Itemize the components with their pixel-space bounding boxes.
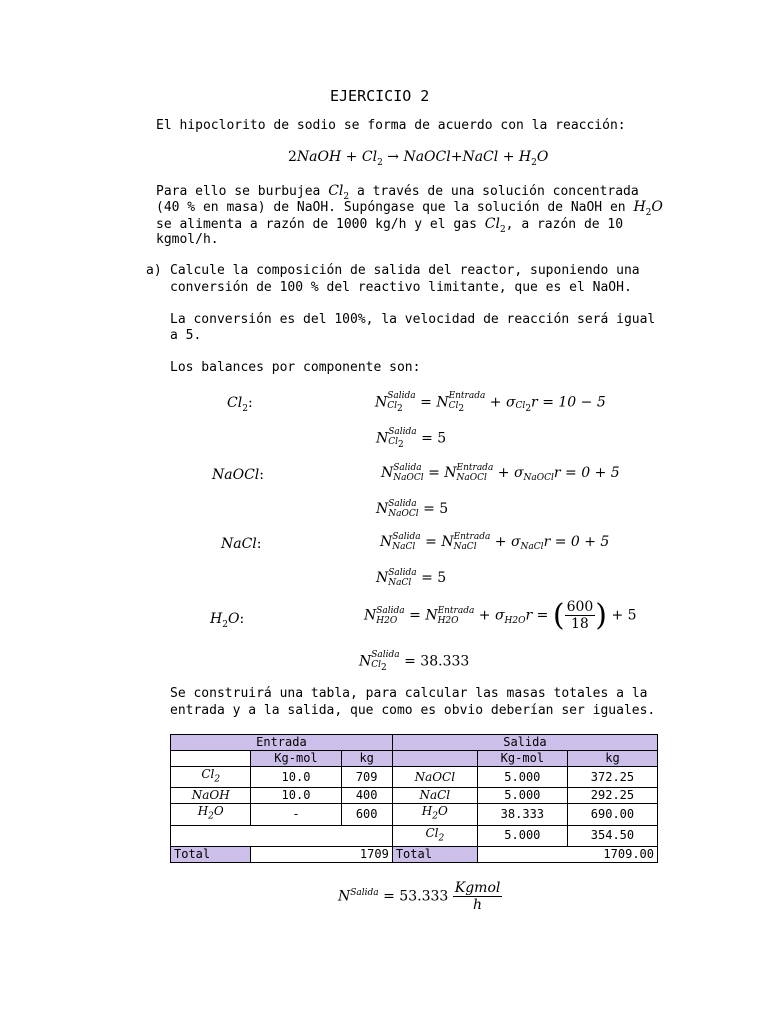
- conversion-line-2: a 5.: [170, 328, 202, 343]
- cl2-balance-equation: N Salida $Cl_2$ = N Entrada $Cl_2$ + σ $Cl_2$ r = 10 − 5: [375, 391, 606, 414]
- nacl-result: N Salida NaCl = 5: [376, 568, 447, 588]
- item-a-marker: a): [146, 263, 162, 278]
- final-equation: $N^{Salida} = 53.333$ $\frac{\text{Kgmol}}{h}$: [338, 880, 501, 913]
- salida-kg: 372.25: [567, 767, 657, 788]
- salida-header: Salida: [392, 735, 657, 751]
- salida-total-label: Total: [392, 847, 477, 863]
- entrada-species-header: [171, 751, 251, 767]
- entrada-kgmol-header: Kg-mol: [251, 751, 341, 767]
- salida-kg: 690.00: [567, 804, 657, 825]
- table-intro-line-2: entrada y a la salida, que como es obvio deberían ser iguales.: [170, 703, 656, 718]
- salida-kg: 292.25: [567, 788, 657, 804]
- nacl-label: NaCl:: [221, 536, 262, 552]
- h2o-balance-equation: N Salida H2O = N Entrada H2O + σ H2O r = ( $\frac{600}{18}$ ) + 5: [364, 598, 637, 633]
- intro-text: El hipoclorito de sodio se forma de acuerdo con la reacción:: [156, 118, 626, 133]
- reaction-equation: 2NaOH + $Cl_2$ → NaOCl+NaCl + $H_2O$: [288, 149, 549, 168]
- paragraph-line-4: kgmol/h.: [156, 232, 219, 247]
- h2o-label: $H_2O$:: [210, 611, 245, 630]
- h2o-result: N Salida $Cl_2$ = 38.333: [359, 650, 470, 673]
- table-row: [171, 804, 658, 825]
- salida-species: NaOCl: [392, 767, 477, 788]
- page-title: EJERCICIO 2: [330, 87, 430, 105]
- salida-total-value: 1709.00: [477, 847, 657, 863]
- entrada-species: $H_2O$: [171, 804, 251, 825]
- salida-kg-header: kg: [567, 751, 657, 767]
- table-total-row: [171, 847, 658, 863]
- entrada-empty-cell: [171, 825, 393, 846]
- salida-kgmol: 38.333: [477, 804, 567, 825]
- entrada-kg-header: kg: [341, 751, 392, 767]
- entrada-total-value: 1709: [251, 847, 392, 863]
- salida-species: $H_2O$: [392, 804, 477, 825]
- salida-kg: 354.50: [567, 825, 657, 846]
- item-a-line-1: Calcule la composición de salida del reactor, suponiendo una: [170, 263, 640, 278]
- table-intro-line-1: Se construirá una tabla, para calcular las masas totales a la: [170, 686, 648, 701]
- naocl-balance-equation: N Salida NaOCl = N Entrada NaOCl + σ NaOCl r = 0 + 5: [381, 463, 620, 483]
- entrada-kg: 600: [341, 804, 392, 825]
- entrada-kgmol: -: [251, 804, 341, 825]
- naocl-label: NaOCl:: [212, 467, 264, 483]
- entrada-species: NaOH: [171, 788, 251, 804]
- table-header-row: [171, 735, 658, 751]
- salida-kgmol: 5.000: [477, 767, 567, 788]
- cl2-label: $Cl_2$:: [227, 395, 253, 414]
- entrada-kgmol: 10.0: [251, 788, 341, 804]
- nacl-balance-equation: N Salida NaCl = N Entrada NaCl + σ NaCl r = 0 + 5: [380, 532, 610, 552]
- entrada-kg: 400: [341, 788, 392, 804]
- salida-species-header: [392, 751, 477, 767]
- salida-kgmol: 5.000: [477, 825, 567, 846]
- cl2-result: N Salida $Cl_2$ = 5: [376, 427, 447, 450]
- naocl-result: N Salida NaOCl = 5: [376, 499, 449, 519]
- mass-balance-table: [170, 734, 658, 863]
- entrada-total-label: Total: [171, 847, 251, 863]
- entrada-kg: 709: [341, 767, 392, 788]
- entrada-kgmol: 10.0: [251, 767, 341, 788]
- table-subheader-row: [171, 751, 658, 767]
- item-a-line-2: conversión de 100 % del reactivo limitante, que es el NaOH.: [170, 280, 632, 295]
- salida-species: NaCl: [392, 788, 477, 804]
- table-row: [171, 767, 658, 788]
- entrada-header: Entrada: [171, 735, 393, 751]
- table-row: [171, 825, 658, 846]
- paragraph-line-3: se alimenta a razón de 1000 kg/h y el gas $Cl_2$, a razón de 10: [156, 216, 624, 235]
- salida-species: $Cl_2$: [392, 825, 477, 846]
- balances-intro: Los balances por componente son:: [170, 360, 421, 375]
- conversion-line-1: La conversión es del 100%, la velocidad de reacción será igual: [170, 312, 656, 327]
- salida-kgmol-header: Kg-mol: [477, 751, 567, 767]
- salida-kgmol: 5.000: [477, 788, 567, 804]
- table-row: [171, 788, 658, 804]
- entrada-species: $Cl_2$: [171, 767, 251, 788]
- paragraph-line-2: (40 % en masa) de NaOH. Supóngase que la solución de NaOH en $H_2O$: [156, 199, 663, 218]
- paragraph-line-1: Para ello se burbujea $Cl_2$ a través de una solución concentrada: [156, 183, 639, 202]
